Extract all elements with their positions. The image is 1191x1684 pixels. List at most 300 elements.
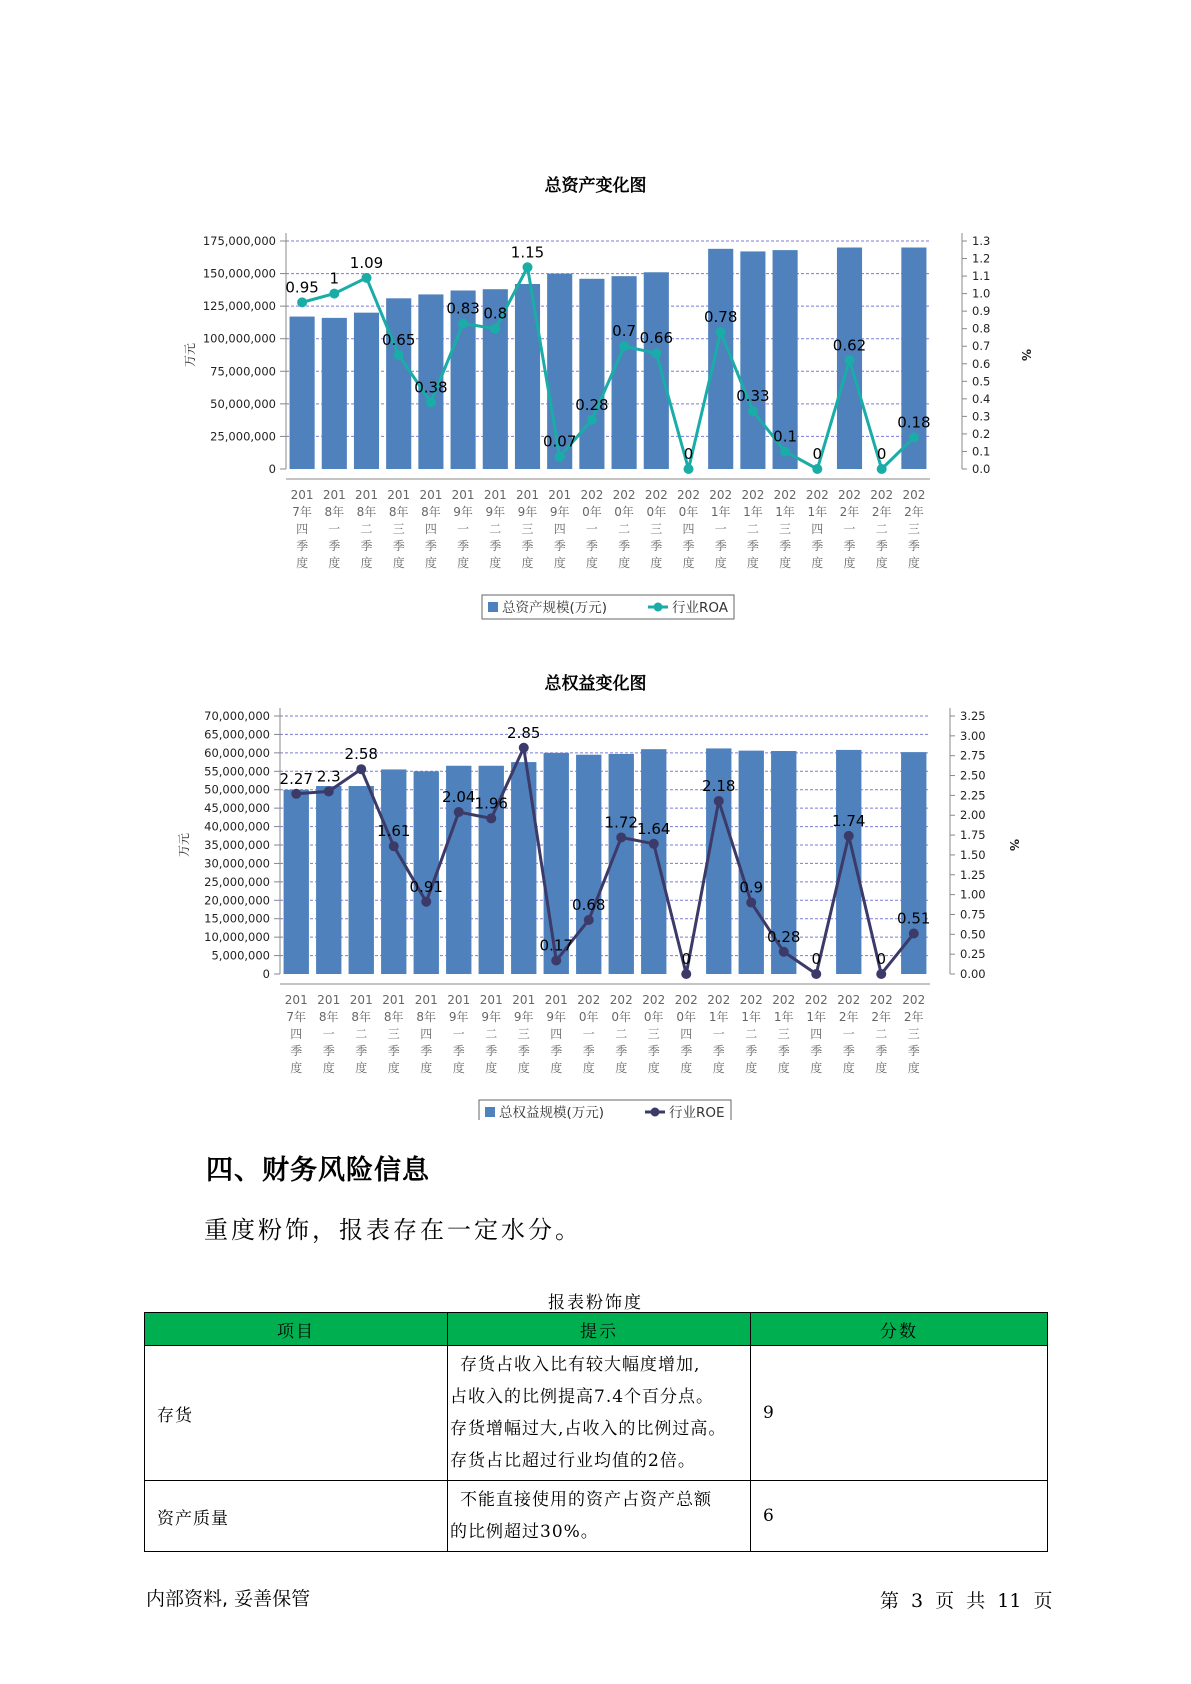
line-point xyxy=(291,789,301,799)
x-tick-label: 202 xyxy=(609,993,633,1007)
x-tick-label: 季 xyxy=(489,539,502,553)
x-tick-label: 度 xyxy=(457,556,470,570)
x-tick-label: 201 xyxy=(512,993,536,1007)
hint-line: 不能直接使用的资产占资产总额 xyxy=(460,1490,712,1510)
line-point xyxy=(877,464,887,474)
x-tick-label: 四 xyxy=(682,522,695,536)
y-tick-label-right: 0.3 xyxy=(972,409,991,424)
x-tick-label: 度 xyxy=(290,1061,303,1075)
x-tick-label: 一 xyxy=(714,522,727,536)
x-tick-label: 季 xyxy=(875,539,888,553)
row-item: 存货 xyxy=(145,1346,448,1481)
x-tick-label: 季 xyxy=(485,1044,498,1058)
legend-bar-swatch xyxy=(488,602,498,612)
data-label: 0.51 xyxy=(897,909,931,928)
line-point xyxy=(584,915,594,925)
x-tick-label: 季 xyxy=(452,1044,465,1058)
data-label: 1.64 xyxy=(637,819,671,838)
x-tick-label: 季 xyxy=(585,539,598,553)
data-label: 0.1 xyxy=(773,427,798,446)
line-point xyxy=(779,947,789,957)
x-tick-label: 度 xyxy=(714,556,727,570)
y-tick-label-right: 0.9 xyxy=(972,304,991,319)
y-axis-label-right: % xyxy=(1007,838,1021,852)
data-label: 1.74 xyxy=(832,811,866,830)
y-tick-label-right: 3.25 xyxy=(960,709,986,723)
line-point xyxy=(394,350,404,360)
y-tick-label-right: 2.25 xyxy=(960,788,986,803)
data-label: 0.62 xyxy=(832,336,867,355)
row-hint xyxy=(448,1346,751,1481)
legend-bar-label: 总权益规模(万元) xyxy=(499,1105,605,1120)
x-tick-label: 202 xyxy=(741,488,765,502)
x-tick-label: 202 xyxy=(674,993,698,1007)
x-tick-label: 202 xyxy=(838,488,861,502)
line-point xyxy=(844,831,854,841)
bar xyxy=(381,769,406,974)
x-tick-label: 度 xyxy=(485,1061,498,1075)
header-hint: 提示 xyxy=(448,1313,751,1346)
x-tick-label: 202 xyxy=(707,993,731,1007)
x-tick-label: 度 xyxy=(521,556,534,570)
bar xyxy=(836,750,861,974)
table-row xyxy=(145,1346,1048,1481)
x-tick-label: 201 xyxy=(414,993,438,1007)
y-tick-label-left: 75,000,000 xyxy=(210,364,276,379)
y-tick-label-right: 0.8 xyxy=(972,321,991,336)
bar xyxy=(739,751,764,974)
line-point xyxy=(651,348,661,358)
bar xyxy=(414,771,439,974)
header-score: 分数 xyxy=(751,1313,1048,1346)
line-point xyxy=(845,355,855,365)
risk-summary: 重度粉饰，报表存在一定水分。 xyxy=(204,1216,582,1244)
x-tick-label: 202 xyxy=(902,488,926,502)
x-tick-label: 三 xyxy=(521,522,534,536)
y-tick-label-right: 0.25 xyxy=(960,947,986,962)
y-tick-label-right: 2.00 xyxy=(960,808,986,823)
x-tick-label: 度 xyxy=(777,1061,790,1075)
y-tick-label-left: 175,000,000 xyxy=(202,234,276,248)
x-tick-label: 202 xyxy=(902,993,926,1007)
y-tick-label-left: 35,000,000 xyxy=(204,838,270,852)
x-tick-label: 季 xyxy=(355,1044,368,1058)
x-tick-label: 四 xyxy=(420,1027,433,1041)
x-tick-label: 四 xyxy=(290,1027,303,1041)
x-tick-label: 202 xyxy=(644,488,668,502)
x-tick-label: 二 xyxy=(355,1027,368,1041)
y-tick-label-right: 2.50 xyxy=(960,768,986,783)
x-tick-label: 201 xyxy=(544,993,568,1007)
data-label: 0.28 xyxy=(767,927,801,946)
x-tick-label: 0年 xyxy=(614,505,634,519)
x-tick-label: 季 xyxy=(777,1044,790,1058)
x-tick-label: 二 xyxy=(618,522,631,536)
x-tick-label: 0年 xyxy=(578,1010,599,1024)
x-tick-label: 8年 xyxy=(351,1010,372,1024)
x-tick-label: 度 xyxy=(360,556,373,570)
x-tick-label: 一 xyxy=(585,522,598,536)
x-tick-label: 度 xyxy=(615,1061,628,1075)
x-tick-label: 201 xyxy=(548,488,572,502)
x-tick-label: 度 xyxy=(647,1061,660,1075)
line-point xyxy=(297,297,307,307)
header-item: 项目 xyxy=(145,1313,448,1346)
y-tick-label-right: 1.0 xyxy=(972,286,991,301)
x-tick-label: 季 xyxy=(647,1044,660,1058)
line-point xyxy=(519,743,529,753)
data-label: 0.78 xyxy=(703,308,738,327)
line-point xyxy=(616,832,626,842)
x-tick-label: 0年 xyxy=(611,1010,632,1024)
y-tick-label-left: 10,000,000 xyxy=(204,930,270,945)
x-tick-label: 季 xyxy=(424,539,437,553)
data-label: 0.91 xyxy=(409,877,443,896)
x-tick-label: 201 xyxy=(483,488,507,502)
x-tick-label: 度 xyxy=(680,1061,693,1075)
bar xyxy=(354,313,379,469)
x-tick-label: 一 xyxy=(457,522,470,536)
y-tick-label-right: 0.75 xyxy=(960,907,986,922)
line-point xyxy=(684,464,694,474)
data-label: 2.85 xyxy=(507,723,541,742)
x-tick-label: 季 xyxy=(907,539,920,553)
x-tick-label: 202 xyxy=(677,488,700,502)
x-tick-label: 四 xyxy=(811,522,824,536)
table-header-row xyxy=(145,1313,1048,1346)
x-tick-label: 8年 xyxy=(388,505,409,519)
x-tick-label: 7年 xyxy=(286,1010,307,1024)
section-heading: 四、财务风险信息 xyxy=(206,1155,430,1186)
x-tick-label: 度 xyxy=(875,556,888,570)
x-tick-label: 二 xyxy=(489,522,502,536)
x-tick-label: 季 xyxy=(420,1044,433,1058)
x-tick-label: 201 xyxy=(387,488,411,502)
x-tick-label: 8年 xyxy=(324,505,345,519)
x-tick-label: 度 xyxy=(585,556,598,570)
x-tick-label: 9年 xyxy=(517,505,538,519)
x-tick-label: 季 xyxy=(746,539,759,553)
line-point xyxy=(748,406,758,416)
line-point xyxy=(909,929,919,939)
data-label: 1.61 xyxy=(377,822,411,841)
risk-table xyxy=(144,1312,1048,1552)
x-tick-label: 季 xyxy=(712,1044,725,1058)
data-label: 0 xyxy=(681,950,692,968)
y-tick-label-right: 2.75 xyxy=(960,748,986,763)
x-tick-label: 202 xyxy=(773,488,797,502)
data-label: 0.68 xyxy=(572,896,606,915)
x-tick-label: 一 xyxy=(322,1027,335,1041)
x-tick-label: 202 xyxy=(870,488,894,502)
x-tick-label: 1年 xyxy=(708,1010,729,1024)
line-point xyxy=(681,969,691,979)
line-point xyxy=(716,327,726,337)
data-label: 0 xyxy=(812,445,823,463)
x-tick-label: 一 xyxy=(712,1027,725,1041)
line-point xyxy=(780,446,790,456)
x-tick-label: 二 xyxy=(745,1027,758,1041)
x-tick-label: 201 xyxy=(290,488,314,502)
x-tick-label: 2年 xyxy=(871,1010,892,1024)
x-tick-label: 一 xyxy=(452,1027,465,1041)
x-tick-label: 三 xyxy=(392,522,405,536)
x-tick-label: 1年 xyxy=(806,1010,827,1024)
x-tick-label: 度 xyxy=(387,1061,400,1075)
x-tick-label: 一 xyxy=(842,1027,855,1041)
legend-bar-label: 总资产规模(万元) xyxy=(502,600,608,616)
x-tick-label: 季 xyxy=(682,539,695,553)
data-label: 0.33 xyxy=(736,387,770,406)
data-label: 2.27 xyxy=(279,769,313,788)
x-tick-label: 7年 xyxy=(292,505,312,519)
x-tick-label: 一 xyxy=(328,522,341,536)
legend-line-label: 行业ROA xyxy=(672,600,729,616)
chart-title-total-assets: 总资产变化图 xyxy=(544,176,647,196)
x-tick-label: 0年 xyxy=(676,1010,697,1024)
x-tick-label: 度 xyxy=(811,556,824,570)
row-score: 6 xyxy=(751,1481,1048,1552)
data-label: 0.07 xyxy=(542,432,577,451)
data-label: 2.04 xyxy=(442,788,476,807)
x-tick-label: 2年 xyxy=(838,1010,859,1024)
x-tick-label: 度 xyxy=(779,556,792,570)
line-point xyxy=(587,415,597,425)
table-caption: 报表粉饰度 xyxy=(548,1293,643,1313)
line-point xyxy=(649,839,659,849)
hint-line: 存货占收入比有较大幅度增加, xyxy=(460,1355,701,1375)
hint-line: 存货占比超过行业均值的2倍。 xyxy=(450,1451,696,1471)
bar xyxy=(290,317,315,469)
line-point xyxy=(389,841,399,851)
x-tick-label: 季 xyxy=(553,539,566,553)
x-tick-label: 季 xyxy=(521,539,534,553)
data-label: 2.58 xyxy=(344,745,378,764)
x-tick-label: 度 xyxy=(328,556,341,570)
line-point xyxy=(812,464,822,474)
table-row xyxy=(145,1481,1048,1552)
y-tick-label-right: 0.7 xyxy=(972,339,991,354)
y-tick-label-right: 0.6 xyxy=(972,356,991,371)
x-tick-label: 201 xyxy=(447,993,471,1007)
x-tick-label: 度 xyxy=(296,556,309,570)
x-tick-label: 季 xyxy=(392,539,405,553)
y-tick-label-right: 0.5 xyxy=(972,374,991,389)
x-tick-label: 度 xyxy=(810,1061,823,1075)
x-tick-label: 1年 xyxy=(807,505,828,519)
x-tick-label: 二 xyxy=(875,1027,888,1041)
x-tick-label: 季 xyxy=(322,1044,335,1058)
bar xyxy=(901,752,926,974)
x-tick-label: 度 xyxy=(582,1061,595,1075)
x-tick-label: 9年 xyxy=(485,505,506,519)
x-tick-label: 0年 xyxy=(582,505,602,519)
x-tick-label: 2年 xyxy=(839,505,860,519)
y-tick-label-right: 0.0 xyxy=(972,462,991,476)
x-tick-label: 季 xyxy=(517,1044,530,1058)
line-point xyxy=(356,764,366,774)
y-axis-label-right: % xyxy=(1019,348,1033,362)
data-label: 0 xyxy=(876,445,887,463)
row-hint xyxy=(448,1481,751,1552)
x-tick-label: 三 xyxy=(387,1027,400,1041)
hint-line: 存货增幅过大,占收入的比例过高。 xyxy=(450,1419,727,1439)
x-tick-label: 9年 xyxy=(481,1010,502,1024)
x-tick-label: 度 xyxy=(843,556,856,570)
hint-line: 的比例超过30%。 xyxy=(450,1522,599,1542)
x-tick-label: 9年 xyxy=(448,1010,469,1024)
x-tick-label: 202 xyxy=(869,993,893,1007)
x-tick-label: 201 xyxy=(516,488,539,502)
x-tick-label: 8年 xyxy=(356,505,377,519)
x-tick-label: 202 xyxy=(642,993,666,1007)
x-tick-label: 度 xyxy=(875,1061,888,1075)
x-tick-label: 季 xyxy=(328,539,341,553)
data-label: 2.3 xyxy=(316,767,341,786)
data-label: 1.96 xyxy=(474,794,508,813)
legend-line-marker xyxy=(654,603,663,612)
y-tick-label-left: 40,000,000 xyxy=(204,819,270,834)
x-tick-label: 二 xyxy=(615,1027,628,1041)
y-tick-label-left: 0 xyxy=(268,462,276,476)
x-tick-label: 四 xyxy=(424,522,437,536)
x-tick-label: 季 xyxy=(582,1044,595,1058)
y-tick-label-right: 1.25 xyxy=(960,867,986,882)
x-tick-label: 202 xyxy=(837,993,861,1007)
chart-title-total-equity: 总权益变化图 xyxy=(544,674,647,694)
x-tick-label: 季 xyxy=(360,539,373,553)
line-point xyxy=(421,897,431,907)
x-tick-label: 202 xyxy=(804,993,828,1007)
x-tick-label: 201 xyxy=(419,488,443,502)
x-tick-label: 四 xyxy=(810,1027,823,1041)
x-tick-label: 季 xyxy=(296,539,309,553)
y-tick-label-left: 100,000,000 xyxy=(202,331,276,346)
x-tick-label: 201 xyxy=(451,488,475,502)
line-point xyxy=(362,273,372,283)
x-tick-label: 2年 xyxy=(904,505,924,519)
line-point xyxy=(714,796,724,806)
x-tick-label: 季 xyxy=(842,1044,855,1058)
bar xyxy=(284,790,309,974)
bar xyxy=(511,762,536,974)
y-tick-label-left: 5,000,000 xyxy=(211,948,270,963)
x-tick-label: 2年 xyxy=(903,1010,924,1024)
line-point xyxy=(619,341,629,351)
x-tick-label: 四 xyxy=(550,1027,563,1041)
line-point xyxy=(329,289,339,299)
bar xyxy=(349,786,374,974)
bar xyxy=(322,318,347,469)
x-tick-label: 9年 xyxy=(549,505,570,519)
line-point xyxy=(811,969,821,979)
x-tick-label: 2年 xyxy=(871,505,892,519)
total-assets-chart xyxy=(0,200,1191,620)
x-tick-label: 201 xyxy=(284,993,308,1007)
x-tick-label: 度 xyxy=(712,1061,725,1075)
x-tick-label: 度 xyxy=(517,1061,530,1075)
bar xyxy=(708,249,733,469)
x-tick-label: 季 xyxy=(875,1044,888,1058)
x-tick-label: 度 xyxy=(550,1061,563,1075)
data-label: 0 xyxy=(876,950,887,968)
y-tick-label-left: 150,000,000 xyxy=(202,266,276,281)
x-tick-label: 度 xyxy=(452,1061,465,1075)
bar xyxy=(316,786,341,974)
x-tick-label: 三 xyxy=(907,1027,920,1041)
line-point xyxy=(909,432,919,442)
legend-line-label: 行业ROE xyxy=(669,1105,725,1120)
y-tick-label-right: 0.50 xyxy=(960,927,986,942)
x-tick-label: 三 xyxy=(650,522,663,536)
y-tick-label-right: 1.50 xyxy=(960,847,986,862)
x-tick-label: 季 xyxy=(615,1044,628,1058)
x-tick-label: 二 xyxy=(875,522,888,536)
y-tick-label-left: 125,000,000 xyxy=(202,299,276,314)
line-point xyxy=(458,318,468,328)
line-point xyxy=(746,898,756,908)
x-tick-label: 季 xyxy=(810,1044,823,1058)
y-tick-label-left: 25,000,000 xyxy=(204,874,270,889)
x-tick-label: 8年 xyxy=(383,1010,404,1024)
y-tick-label-right: 1.00 xyxy=(960,887,986,902)
x-tick-label: 三 xyxy=(907,522,920,536)
bar xyxy=(641,749,666,974)
x-tick-label: 度 xyxy=(907,556,920,570)
x-tick-label: 度 xyxy=(842,1061,855,1075)
x-tick-label: 三 xyxy=(777,1027,790,1041)
x-tick-label: 季 xyxy=(811,539,824,553)
line-point xyxy=(486,813,496,823)
x-tick-label: 一 xyxy=(582,1027,595,1041)
x-tick-label: 0年 xyxy=(643,1010,664,1024)
x-tick-label: 季 xyxy=(387,1044,400,1058)
x-tick-label: 202 xyxy=(772,993,796,1007)
x-tick-label: 度 xyxy=(355,1061,368,1075)
data-label: 0.38 xyxy=(414,378,448,397)
y-tick-label-left: 15,000,000 xyxy=(204,911,270,926)
x-tick-label: 季 xyxy=(745,1044,758,1058)
x-tick-label: 201 xyxy=(479,993,503,1007)
row-score: 9 xyxy=(751,1346,1048,1481)
x-tick-label: 0年 xyxy=(678,505,699,519)
x-tick-label: 三 xyxy=(647,1027,660,1041)
data-label: 0.65 xyxy=(381,331,416,349)
x-tick-label: 202 xyxy=(577,993,601,1007)
line-point xyxy=(454,807,464,817)
y-tick-label-right: 1.75 xyxy=(960,828,986,843)
y-tick-label-right: 3.00 xyxy=(960,728,986,743)
bar xyxy=(386,298,411,469)
total-equity-chart xyxy=(0,700,1191,1120)
x-tick-label: 季 xyxy=(290,1044,303,1058)
x-tick-label: 1年 xyxy=(773,1010,794,1024)
y-axis-label-left: 万元 xyxy=(183,342,197,368)
y-tick-label-left: 50,000,000 xyxy=(210,396,276,411)
y-tick-label-right: 1.3 xyxy=(972,234,991,248)
x-tick-label: 二 xyxy=(360,522,373,536)
hint-line: 占收入的比例提高7.4个百分点。 xyxy=(450,1387,715,1407)
x-tick-label: 度 xyxy=(745,1061,758,1075)
x-tick-label: 度 xyxy=(424,556,437,570)
x-tick-label: 季 xyxy=(843,539,856,553)
y-tick-label-right: 1.1 xyxy=(972,269,991,284)
x-tick-label: 度 xyxy=(392,556,405,570)
y-tick-label-left: 20,000,000 xyxy=(204,893,270,908)
y-tick-label-right: 0.4 xyxy=(972,391,991,406)
x-tick-label: 度 xyxy=(618,556,631,570)
x-tick-label: 1年 xyxy=(775,505,795,519)
